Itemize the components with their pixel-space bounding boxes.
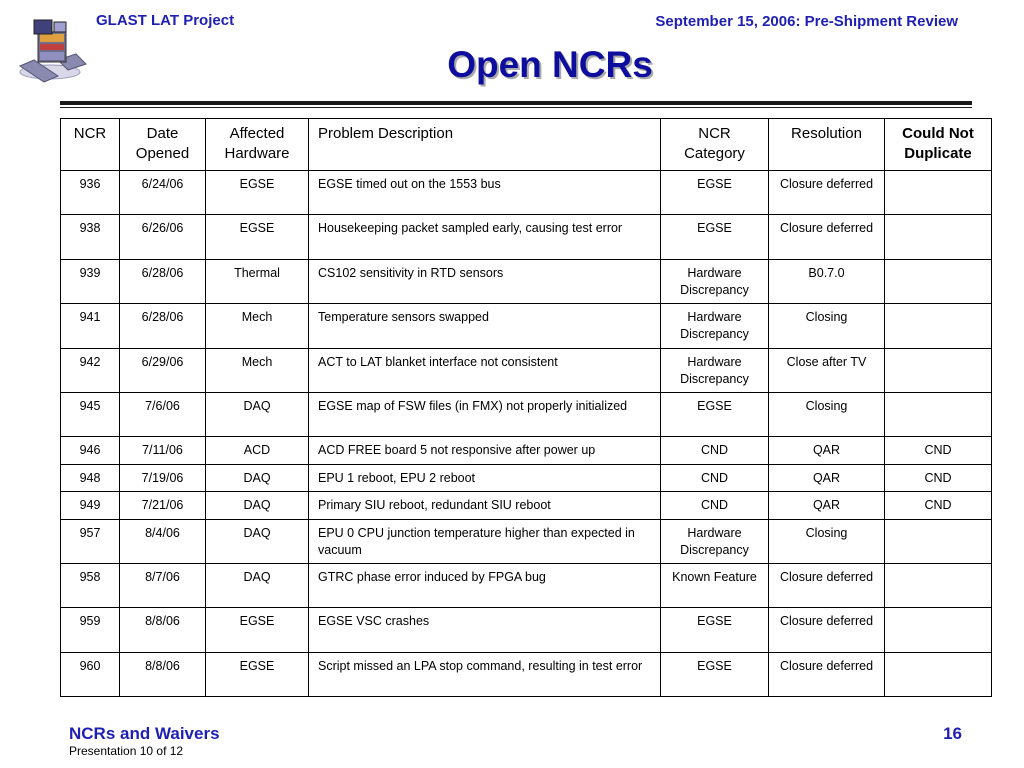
problem-description: Primary SIU reboot, redundant SIU reboot: [309, 492, 661, 519]
presentation-counter: Presentation 10 of 12: [69, 744, 184, 758]
could-not-duplicate: [885, 215, 992, 259]
affected-hardware: EGSE: [206, 652, 309, 696]
problem-description: Temperature sensors swapped: [309, 304, 661, 348]
date-opened: 6/29/06: [120, 348, 206, 392]
date-opened: 8/7/06: [120, 563, 206, 607]
ncr-number: 945: [61, 392, 120, 436]
affected-hardware: DAQ: [206, 519, 309, 563]
date-opened: 6/28/06: [120, 259, 206, 303]
column-header-resolution: Resolution: [769, 119, 885, 171]
table-row: [61, 464, 992, 491]
affected-hardware: DAQ: [206, 464, 309, 491]
affected-hardware: EGSE: [206, 215, 309, 259]
ncr-category: Hardware Discrepancy: [661, 519, 769, 563]
ncr-number: 957: [61, 519, 120, 563]
could-not-duplicate: CND: [885, 464, 992, 491]
ncr-number: 949: [61, 492, 120, 519]
title-divider-thin: [60, 107, 972, 108]
could-not-duplicate: CND: [885, 437, 992, 464]
date-opened: 6/26/06: [120, 215, 206, 259]
problem-description: Script missed an LPA stop command, resulting in test error: [309, 652, 661, 696]
affected-hardware: DAQ: [206, 392, 309, 436]
could-not-duplicate: [885, 304, 992, 348]
affected-hardware: Thermal: [206, 259, 309, 303]
affected-hardware: Mech: [206, 304, 309, 348]
resolution: B0.7.0: [769, 259, 885, 303]
column-header-could-not-duplicate: Could Not Duplicate: [885, 119, 992, 171]
could-not-duplicate: CND: [885, 492, 992, 519]
column-header-ncr-category: NCR Category: [661, 119, 769, 171]
ncr-number: 948: [61, 464, 120, 491]
ncr-category: CND: [661, 464, 769, 491]
ncr-category: EGSE: [661, 608, 769, 652]
could-not-duplicate: [885, 348, 992, 392]
table-row: [61, 437, 992, 464]
resolution: Close after TV: [769, 348, 885, 392]
ncr-number: 941: [61, 304, 120, 348]
ncr-number: 960: [61, 652, 120, 696]
page-title: Open NCRs: [447, 44, 653, 85]
table-row: [61, 492, 992, 519]
date-opened: 7/21/06: [120, 492, 206, 519]
ncr-number: 946: [61, 437, 120, 464]
resolution: Closing: [769, 519, 885, 563]
table-row: [61, 519, 992, 563]
resolution: Closure deferred: [769, 215, 885, 259]
table-header-row: [61, 119, 992, 171]
ncr-category: CND: [661, 437, 769, 464]
section-title: NCRs and Waivers: [69, 724, 220, 743]
date-opened: 8/8/06: [120, 652, 206, 696]
table-row: [61, 171, 992, 215]
ncr-number: 942: [61, 348, 120, 392]
could-not-duplicate: [885, 608, 992, 652]
affected-hardware: EGSE: [206, 608, 309, 652]
problem-description: EGSE timed out on the 1553 bus: [309, 171, 661, 215]
table-row: [61, 652, 992, 696]
page-number: 16: [943, 724, 962, 743]
table-row: [61, 304, 992, 348]
resolution: QAR: [769, 437, 885, 464]
table-row: [61, 259, 992, 303]
ncr-category: Hardware Discrepancy: [661, 304, 769, 348]
problem-description: Housekeeping packet sampled early, causing test error: [309, 215, 661, 259]
could-not-duplicate: [885, 392, 992, 436]
ncr-category: CND: [661, 492, 769, 519]
resolution: QAR: [769, 464, 885, 491]
could-not-duplicate: [885, 652, 992, 696]
ncr-number: 939: [61, 259, 120, 303]
title-divider-thick: [60, 101, 972, 105]
column-header-date-opened: Date Opened: [120, 119, 206, 171]
could-not-duplicate: [885, 171, 992, 215]
affected-hardware: EGSE: [206, 171, 309, 215]
ncr-category: Hardware Discrepancy: [661, 348, 769, 392]
problem-description: EPU 1 reboot, EPU 2 reboot: [309, 464, 661, 491]
affected-hardware: Mech: [206, 348, 309, 392]
resolution: Closure deferred: [769, 608, 885, 652]
problem-description: GTRC phase error induced by FPGA bug: [309, 563, 661, 607]
ncr-category: Known Feature: [661, 563, 769, 607]
ncr-number: 938: [61, 215, 120, 259]
table-row: [61, 563, 992, 607]
table-row: [61, 215, 992, 259]
date-opened: 8/4/06: [120, 519, 206, 563]
date-opened: 6/24/06: [120, 171, 206, 215]
problem-description: EPU 0 CPU junction temperature higher than expected in vacuum: [309, 519, 661, 563]
ncr-table: [60, 118, 992, 697]
problem-description: CS102 sensitivity in RTD sensors: [309, 259, 661, 303]
table-row: [61, 608, 992, 652]
date-opened: 6/28/06: [120, 304, 206, 348]
could-not-duplicate: [885, 519, 992, 563]
problem-description: EGSE VSC crashes: [309, 608, 661, 652]
date-opened: 7/11/06: [120, 437, 206, 464]
column-header-affected-hardware: Affected Hardware: [206, 119, 309, 171]
project-name: GLAST LAT Project: [96, 12, 235, 29]
resolution: Closure deferred: [769, 652, 885, 696]
ncr-category: EGSE: [661, 392, 769, 436]
problem-description: EGSE map of FSW files (in FMX) not properly initialized: [309, 392, 661, 436]
table-row: [61, 392, 992, 436]
ncr-number: 958: [61, 563, 120, 607]
could-not-duplicate: [885, 259, 992, 303]
column-header-problem-description: Problem Description: [309, 119, 661, 171]
review-title: September 15, 2006: Pre-Shipment Review: [655, 13, 958, 30]
problem-description: ACT to LAT blanket interface not consistent: [309, 348, 661, 392]
problem-description: ACD FREE board 5 not responsive after power up: [309, 437, 661, 464]
ncr-category: Hardware Discrepancy: [661, 259, 769, 303]
resolution: Closure deferred: [769, 171, 885, 215]
resolution: Closure deferred: [769, 563, 885, 607]
table-row: [61, 348, 992, 392]
ncr-number: 959: [61, 608, 120, 652]
ncr-category: EGSE: [661, 652, 769, 696]
ncr-number: 936: [61, 171, 120, 215]
could-not-duplicate: [885, 563, 992, 607]
date-opened: 7/19/06: [120, 464, 206, 491]
date-opened: 7/6/06: [120, 392, 206, 436]
affected-hardware: DAQ: [206, 563, 309, 607]
affected-hardware: ACD: [206, 437, 309, 464]
column-header-ncr: NCR: [61, 119, 120, 171]
ncr-category: EGSE: [661, 171, 769, 215]
ncr-category: EGSE: [661, 215, 769, 259]
date-opened: 8/8/06: [120, 608, 206, 652]
resolution: Closing: [769, 392, 885, 436]
resolution: QAR: [769, 492, 885, 519]
resolution: Closing: [769, 304, 885, 348]
affected-hardware: DAQ: [206, 492, 309, 519]
